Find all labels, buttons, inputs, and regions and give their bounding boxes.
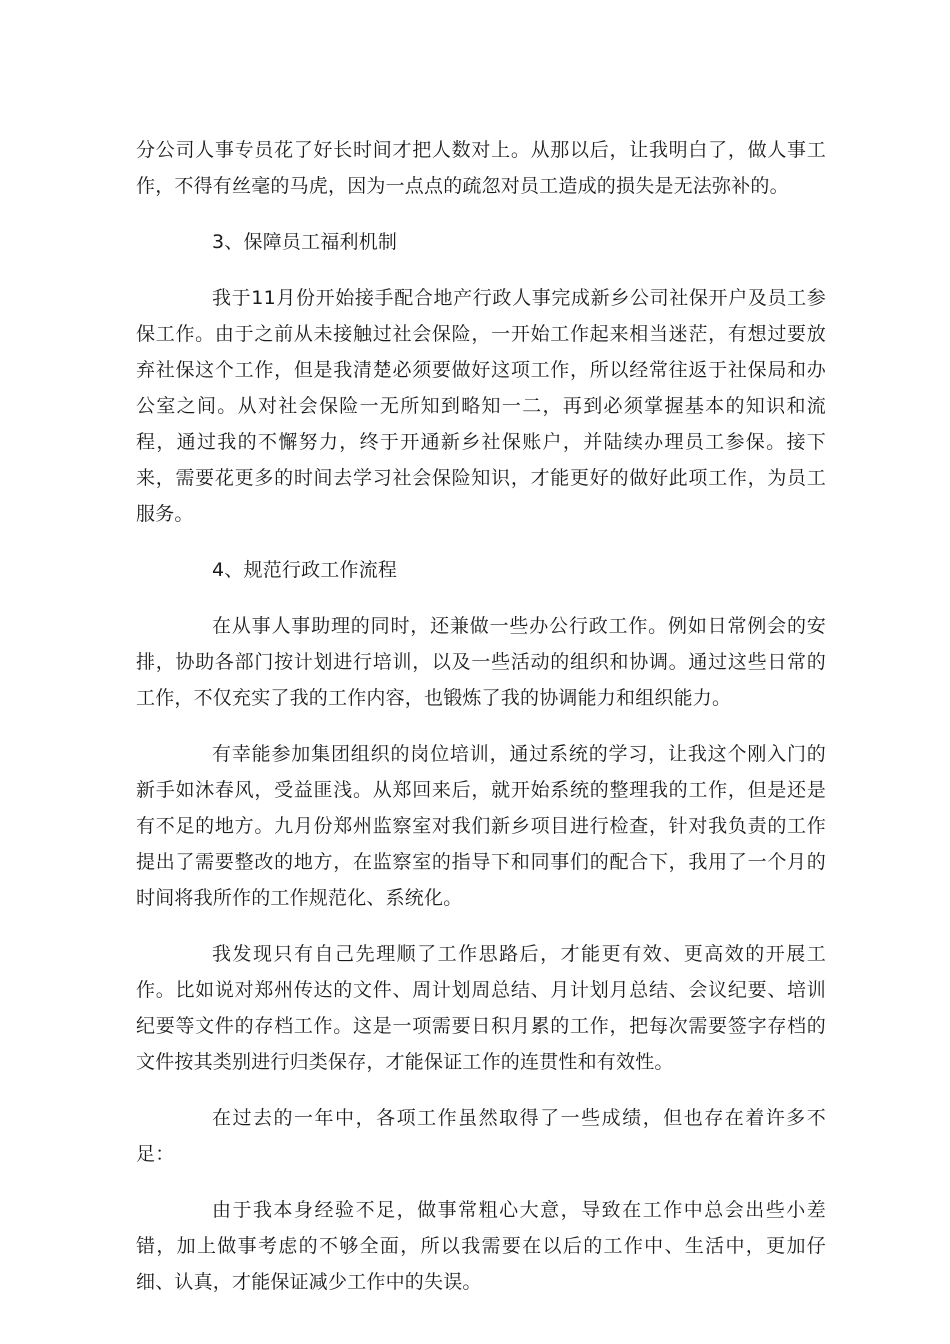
paragraph-3: 在从事人事助理的同时，还兼做一些办公行政工作。例如日常例会的安排，协助各部门按计划进行培训，以及一些活动的组织和协调。通过这些日常的工作，不仅充实了我的工作内容，也锻炼了我的协调能力和组织能力。 xyxy=(136,615,826,709)
section-heading-3: 3、保障员工福利机制 xyxy=(212,231,398,253)
paragraph-2: 我于11月份开始接手配合地产行政人事完成新乡公司社保开户及员工参保工作。由于之前从未接触过社会保险，一开始工作起来相当迷茫，有想过要放弃社保这个工作，但是我清楚必须要做好这项工作，所以经常往返于社保局和办公室之间。从对社会保险一无所知到略知一二，再到必须掌握基本的知识和流程，通过我的不懈努力，终于开通新乡社保账户，并陆续办理员工参保。接下来，需要花更多的时间去学习社会保险知识，才能更好的做好此项工作，为员工服务。 xyxy=(136,287,826,525)
paragraph-6: 在过去的一年中，各项工作虽然取得了一些成绩，但也存在着许多不足： xyxy=(136,1107,826,1165)
paragraph-1: 分公司人事专员花了好长时间才把人数对上。从那以后，让我明白了，做人事工作，不得有丝毫的马虎，因为一点点的疏忽对员工造成的损失是无法弥补的。 xyxy=(136,139,826,197)
paragraph-5: 我发现只有自己先理顺了工作思路后，才能更有效、更高效的开展工作。比如说对郑州传达的文件、周计划周总结、月计划月总结、会议纪要、培训纪要等文件的存档工作。这是一项需要日积月累的工作，把每次需要签字存档的文件按其类别进行归类保存，才能保证工作的连贯性和有效性。 xyxy=(136,943,826,1073)
section-heading-4: 4、规范行政工作流程 xyxy=(212,559,398,581)
paragraph-4: 有幸能参加集团组织的岗位培训，通过系统的学习，让我这个刚入门的新手如沐春风，受益匪浅。从郑回来后，就开始系统的整理我的工作，但是还是有不足的地方。九月份郑州监察室对我们新乡项目进行检查，针对我负责的工作提出了需要整改的地方，在监察室的指导下和同事们的配合下，我用了一个月的时间将我所作的工作规范化、系统化。 xyxy=(136,743,826,909)
document-body xyxy=(136,132,826,1320)
paragraph-7: 由于我本身经验不足，做事常粗心大意，导致在工作中总会出些小差错，加上做事考虑的不够全面，所以我需要在以后的工作中、生活中，更加仔细、认真，才能保证减少工作中的失误。 xyxy=(136,1199,826,1293)
